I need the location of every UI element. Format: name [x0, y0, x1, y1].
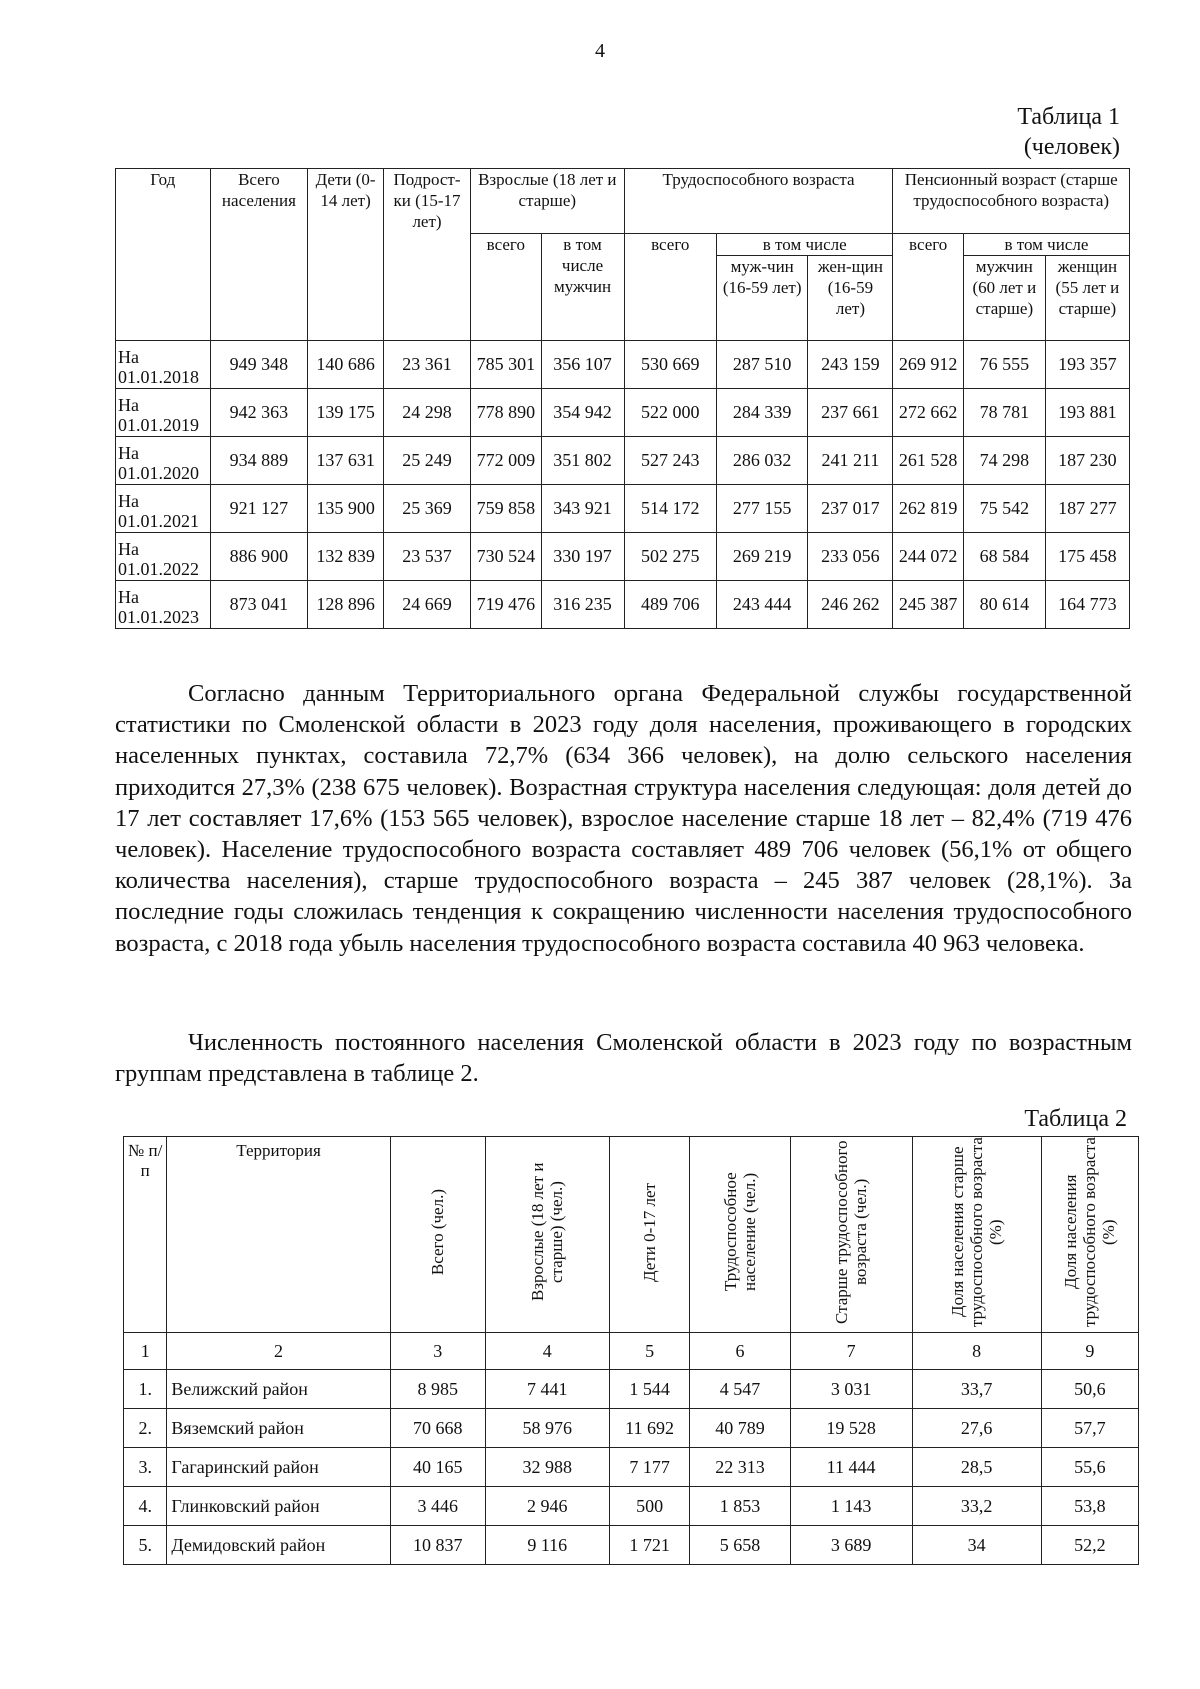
- t1-cell: 135 900: [308, 485, 384, 533]
- t2-header: [790, 1137, 912, 1333]
- t2-cell: 33,2: [912, 1487, 1041, 1526]
- t2-cell: 3.: [124, 1448, 167, 1487]
- t2-cell: 53,8: [1041, 1487, 1138, 1526]
- t1-header-pension: Пенсионный возраст (старше трудоспособного возраста): [893, 169, 1130, 234]
- t1-year-date: 01.01.2019: [118, 415, 199, 435]
- t1-row: [116, 389, 1130, 437]
- t2-row: [124, 1409, 1139, 1448]
- paragraph-population-structure: [115, 678, 1132, 959]
- t1-cell: 330 197: [541, 533, 624, 581]
- t1-year-date: 01.01.2023: [118, 607, 199, 627]
- t1-cell: 237 661: [808, 389, 893, 437]
- t1-cell: 522 000: [624, 389, 716, 437]
- t2-column-number: 5: [609, 1333, 690, 1370]
- t1-year-prefix: На: [118, 587, 139, 607]
- t1-cell: 316 235: [541, 581, 624, 629]
- t1-cell: 193 881: [1045, 389, 1129, 437]
- t1-cell: 873 041: [210, 581, 308, 629]
- t1-year-prefix: На: [118, 443, 139, 463]
- t1-row: [116, 533, 1130, 581]
- t2-cell-territory: Велижский район: [167, 1370, 390, 1409]
- t1-cell: 175 458: [1045, 533, 1129, 581]
- t2-cell: 4.: [124, 1487, 167, 1526]
- t1-cell: 187 230: [1045, 437, 1129, 485]
- t1-cell: 139 175: [308, 389, 384, 437]
- t2-cell: 9 116: [485, 1526, 609, 1565]
- t1-cell: 778 890: [471, 389, 541, 437]
- t2-column-number: 6: [690, 1333, 790, 1370]
- t2-cell: 1 853: [690, 1487, 790, 1526]
- t2-cell: 7 441: [485, 1370, 609, 1409]
- t1-header-adults: Взрослые (18 лет и старше): [471, 169, 624, 234]
- table1-caption: Таблица 1: [1017, 104, 1120, 130]
- t2-cell: 40 165: [390, 1448, 485, 1487]
- table1-body: [116, 341, 1130, 629]
- t2-cell: 11 444: [790, 1448, 912, 1487]
- t1-cell: 759 858: [471, 485, 541, 533]
- t1-year-prefix: На: [118, 491, 139, 511]
- t1-cell: 269 219: [716, 533, 807, 581]
- t2-column-number: 2: [167, 1333, 390, 1370]
- paragraph1-text: Согласно данным Территориального органа Федеральной службы государственной статистики по Смоленской области в 2023 году доля населения, проживающего в городских населенных пунктах, составила 72,7% (634 366 человек), на долю сельского населения приходится 27,3% (238 675 человек). Возрастная структура населения следующая: доля детей до 17 лет составляет 17,6% (153 565 человек), взрослое население старше 18 лет – 82,4% (719 476 человек). Население трудоспособного возраста составляет 489 706 человек (56,1% от общего количества населения), старше трудоспособного возраста – 245 387 человек (28,1%). За последние годы сложилась тенденция к сокращению численности населения трудоспособного возраста, с 2018 года убыль населения трудоспособного возраста составила 40 963 человека.: [115, 680, 1132, 957]
- t1-cell: 80 614: [963, 581, 1045, 629]
- t1-cell: 730 524: [471, 533, 541, 581]
- t1-cell-year: [116, 485, 211, 533]
- t1-row: [116, 485, 1130, 533]
- t2-cell: 3 031: [790, 1370, 912, 1409]
- t1-year-prefix: На: [118, 395, 139, 415]
- t1-cell: 68 584: [963, 533, 1045, 581]
- t1-row: [116, 341, 1130, 389]
- t1-cell: 244 072: [893, 533, 963, 581]
- t1-year-prefix: На: [118, 539, 139, 559]
- t2-cell: 11 692: [609, 1409, 690, 1448]
- t1-cell: 140 686: [308, 341, 384, 389]
- t1-cell: 527 243: [624, 437, 716, 485]
- t1-year-date: 01.01.2020: [118, 463, 199, 483]
- page-number: 4: [595, 40, 605, 62]
- t2-header-text: Взрослые (18 лет и старше) (чел.): [528, 1162, 567, 1302]
- t1-header-pension-incl: в том числе: [963, 234, 1129, 256]
- t1-cell: 269 912: [893, 341, 963, 389]
- t1-header-total: Всего населения: [210, 169, 308, 341]
- t1-cell: 284 339: [716, 389, 807, 437]
- t2-header-text: Доля населения трудоспособного возраста (%): [1061, 1137, 1119, 1327]
- t2-cell: 1.: [124, 1370, 167, 1409]
- t2-cell: 57,7: [1041, 1409, 1138, 1448]
- t1-row: [116, 581, 1130, 629]
- t1-cell: 530 669: [624, 341, 716, 389]
- t1-cell: 921 127: [210, 485, 308, 533]
- t2-column-number: 3: [390, 1333, 485, 1370]
- t2-header: № п/п: [124, 1137, 167, 1333]
- t1-cell-year: [116, 533, 211, 581]
- t1-year-prefix: На: [118, 347, 139, 367]
- t2-row: [124, 1448, 1139, 1487]
- t2-header-text: Дети 0-17 лет: [640, 1182, 660, 1282]
- t1-cell: 23 361: [383, 341, 470, 389]
- t1-cell: 78 781: [963, 389, 1045, 437]
- t1-cell: 261 528: [893, 437, 963, 485]
- t1-cell: 262 819: [893, 485, 963, 533]
- t1-header-adults-men: в том числе мужчин: [541, 234, 624, 341]
- t2-cell: 1 544: [609, 1370, 690, 1409]
- t2-cell: 19 528: [790, 1409, 912, 1448]
- table1: [115, 168, 1130, 629]
- t2-cell: 500: [609, 1487, 690, 1526]
- t2-cell: 55,6: [1041, 1448, 1138, 1487]
- t2-header-text: Доля населения старше трудоспособного возраста (%): [948, 1137, 1006, 1327]
- t1-cell: 949 348: [210, 341, 308, 389]
- t1-year-date: 01.01.2021: [118, 511, 199, 531]
- t2-column-number: 8: [912, 1333, 1041, 1370]
- t2-cell-territory: Глинковский район: [167, 1487, 390, 1526]
- t1-year-date: 01.01.2022: [118, 559, 199, 579]
- t2-header-text: Трудоспособное население (чел.): [721, 1172, 759, 1292]
- t1-cell: 785 301: [471, 341, 541, 389]
- t2-header: [912, 1137, 1041, 1333]
- t1-cell: 24 669: [383, 581, 470, 629]
- t1-header-pension-women: женщин (55 лет и старше): [1045, 256, 1129, 341]
- table2: [123, 1136, 1139, 1565]
- t1-cell: 187 277: [1045, 485, 1129, 533]
- t2-cell: 70 668: [390, 1409, 485, 1448]
- t2-cell: 3 446: [390, 1487, 485, 1526]
- t1-cell: 76 555: [963, 341, 1045, 389]
- t2-row: [124, 1526, 1139, 1565]
- t2-cell: 34: [912, 1526, 1041, 1565]
- t2-cell-territory: Демидовский район: [167, 1526, 390, 1565]
- t1-cell: 75 542: [963, 485, 1045, 533]
- t1-cell: 25 369: [383, 485, 470, 533]
- t1-cell: 502 275: [624, 533, 716, 581]
- t2-header: [390, 1137, 485, 1333]
- table2-header-row: [124, 1137, 1139, 1333]
- t1-cell: 245 387: [893, 581, 963, 629]
- t1-header-working: Трудоспособного возраста: [624, 169, 893, 234]
- t1-cell: 24 298: [383, 389, 470, 437]
- t2-cell: 7 177: [609, 1448, 690, 1487]
- t2-cell: 2.: [124, 1409, 167, 1448]
- t1-cell: 74 298: [963, 437, 1045, 485]
- t1-cell: 277 155: [716, 485, 807, 533]
- t1-cell: 356 107: [541, 341, 624, 389]
- t2-header: [1041, 1137, 1138, 1333]
- t1-header-working-women: жен-щин (16-59 лет): [808, 256, 893, 341]
- t1-cell-year: [116, 389, 211, 437]
- t2-column-number: 4: [485, 1333, 609, 1370]
- t2-row: [124, 1487, 1139, 1526]
- t1-cell: 287 510: [716, 341, 807, 389]
- table1-caption-block: [1017, 102, 1120, 162]
- t2-cell: 3 689: [790, 1526, 912, 1565]
- t2-column-number: 9: [1041, 1333, 1138, 1370]
- t2-header: [609, 1137, 690, 1333]
- t1-header-working-men: муж-чин (16-59 лет): [716, 256, 807, 341]
- t2-header: Территория: [167, 1137, 390, 1333]
- t2-cell: 5.: [124, 1526, 167, 1565]
- t2-header: [690, 1137, 790, 1333]
- t1-cell-year: [116, 437, 211, 485]
- t1-cell: 886 900: [210, 533, 308, 581]
- t2-cell: 5 658: [690, 1526, 790, 1565]
- t1-header-teens: Подрост-ки (15-17 лет): [383, 169, 470, 341]
- t1-cell: 132 839: [308, 533, 384, 581]
- t1-cell: 241 211: [808, 437, 893, 485]
- t1-cell: 719 476: [471, 581, 541, 629]
- t1-header-working-total: всего: [624, 234, 716, 341]
- t2-cell: 52,2: [1041, 1526, 1138, 1565]
- t2-cell: 40 789: [690, 1409, 790, 1448]
- t1-cell: 25 249: [383, 437, 470, 485]
- t1-cell: 489 706: [624, 581, 716, 629]
- t1-cell-year: [116, 581, 211, 629]
- t2-cell: 28,5: [912, 1448, 1041, 1487]
- t2-cell: 1 721: [609, 1526, 690, 1565]
- t1-cell: 514 172: [624, 485, 716, 533]
- t1-cell: 354 942: [541, 389, 624, 437]
- t1-cell: 243 159: [808, 341, 893, 389]
- t2-cell: 50,6: [1041, 1370, 1138, 1409]
- t1-cell: 343 921: [541, 485, 624, 533]
- t1-cell: 243 444: [716, 581, 807, 629]
- table2-body: [124, 1370, 1139, 1565]
- t1-cell: 351 802: [541, 437, 624, 485]
- t1-cell: 772 009: [471, 437, 541, 485]
- t2-cell: 1 143: [790, 1487, 912, 1526]
- t2-cell: 32 988: [485, 1448, 609, 1487]
- t1-cell: 934 889: [210, 437, 308, 485]
- t1-header-children: Дети (0-14 лет): [308, 169, 384, 341]
- t2-cell: 8 985: [390, 1370, 485, 1409]
- t1-header-adults-total: всего: [471, 234, 541, 341]
- t2-row: [124, 1370, 1139, 1409]
- t1-cell: 164 773: [1045, 581, 1129, 629]
- t1-header-year: Год: [116, 169, 211, 341]
- t1-cell: 942 363: [210, 389, 308, 437]
- t2-header: [485, 1137, 609, 1333]
- paragraph2-text: Численность постоянного населения Смоленской области в 2023 году по возрастным группам представлена в таблице 2.: [115, 1029, 1132, 1088]
- t1-header-pension-men: мужчин (60 лет и старше): [963, 256, 1045, 341]
- t1-header-working-incl: в том числе: [716, 234, 893, 256]
- t1-cell: 237 017: [808, 485, 893, 533]
- t1-cell: 246 262: [808, 581, 893, 629]
- t1-row: [116, 437, 1130, 485]
- t1-cell: 233 056: [808, 533, 893, 581]
- table2-caption: Таблица 2: [1024, 1106, 1127, 1132]
- t1-header-pension-total: всего: [893, 234, 963, 341]
- t2-column-number: 7: [790, 1333, 912, 1370]
- t1-cell-year: [116, 341, 211, 389]
- t1-cell: 193 357: [1045, 341, 1129, 389]
- t1-year-date: 01.01.2018: [118, 367, 199, 387]
- t2-cell: 4 547: [690, 1370, 790, 1409]
- t2-header-text: Всего (чел.): [428, 1188, 448, 1276]
- t2-cell: 58 976: [485, 1409, 609, 1448]
- t2-cell: 22 313: [690, 1448, 790, 1487]
- table1-unit: (человек): [1023, 134, 1120, 160]
- paragraph-table2-intro: [115, 1027, 1132, 1089]
- t1-cell: 272 662: [893, 389, 963, 437]
- t2-column-number: 1: [124, 1333, 167, 1370]
- t1-cell: 137 631: [308, 437, 384, 485]
- t2-cell: 33,7: [912, 1370, 1041, 1409]
- t2-cell-territory: Гагаринский район: [167, 1448, 390, 1487]
- t1-cell: 286 032: [716, 437, 807, 485]
- table2-column-number-row: [124, 1333, 1139, 1370]
- t1-cell: 128 896: [308, 581, 384, 629]
- t2-header-text: Старше трудоспособного возраста (чел.): [832, 1140, 871, 1324]
- t2-cell: 10 837: [390, 1526, 485, 1565]
- t2-cell: 2 946: [485, 1487, 609, 1526]
- t2-cell-territory: Вяземский район: [167, 1409, 390, 1448]
- t1-cell: 23 537: [383, 533, 470, 581]
- t2-cell: 27,6: [912, 1409, 1041, 1448]
